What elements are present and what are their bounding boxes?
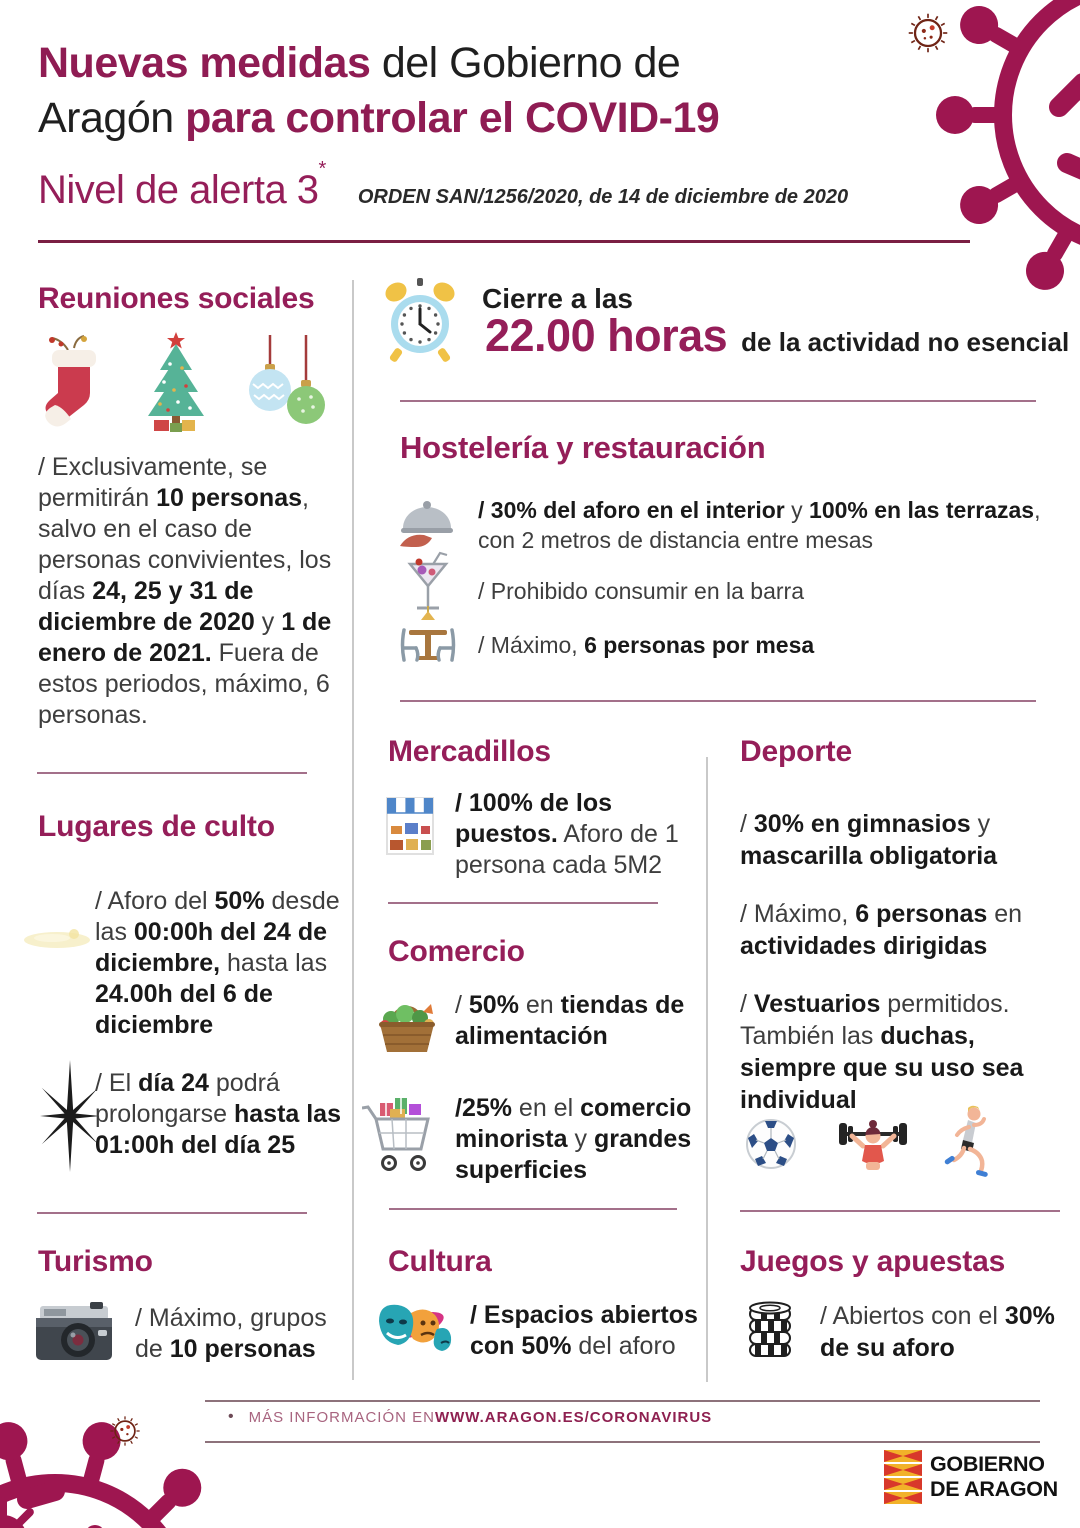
title-accent-2: para controlar el COVID-19 [185, 94, 720, 142]
footer-info [228, 1408, 712, 1426]
mercadillos-item-1: / 100% de los puestos. Aforo de 1 persona cada 5M2 [455, 789, 679, 879]
candle-icon [22, 918, 92, 958]
aragon-emblem-icon [884, 1450, 922, 1504]
market-stall-icon [383, 790, 437, 858]
hosteleria-item-3: / Máximo, 6 personas por mesa [478, 632, 815, 658]
virus-small-icon [106, 1412, 144, 1450]
soccer-ball-icon [745, 1118, 797, 1170]
weightlifter-icon [838, 1112, 908, 1180]
logo-line-2: DE ARAGON [930, 1477, 1058, 1501]
runner-icon [938, 1105, 994, 1183]
section-title-cultura: Cultura [388, 1245, 492, 1278]
closure-suffix: de la actividad no esencial [741, 327, 1070, 357]
alert-level: Nivel de alerta 3* [38, 157, 326, 212]
section-title-mercadillos: Mercadillos [388, 735, 551, 768]
closure-time: 22.00 horas [485, 310, 728, 361]
logo-line-1: GOBIERNO [930, 1452, 1045, 1476]
divider [388, 902, 658, 904]
order-reference: ORDEN SAN/1256/2020, de 14 de diciembre de 2020 [357, 186, 849, 208]
juegos-item-1: / Abiertos con el 30% de su aforo [820, 1302, 1055, 1362]
hosteleria-item-2: / Prohibido consumir en la barra [478, 578, 804, 604]
section-title-turismo: Turismo [38, 1245, 153, 1278]
culto-item-1: / Aforo del 50% desde las 00:00h del 24 de diciembre, hasta las 24.00h del 6 de diciembre [95, 887, 340, 1039]
logo-text [930, 1452, 1058, 1502]
section-title-reuniones: Reuniones sociales [38, 282, 315, 315]
gobierno-aragon-logo [884, 1450, 1058, 1504]
reuniones-paragraph: / Exclusivamente, se permitirán 10 personas, salvo en el caso de personas convivientes, los días 24, 25 y 31 de diciembre de 2020 y 1 de enero de 2021. Fuera de estos periodos, máximo, 6 personas. [38, 453, 332, 729]
footer-divider-bottom [205, 1441, 1040, 1443]
poker-chips-icon [745, 1298, 795, 1360]
hosteleria-item-1: / 30% del aforo en el interior y 100% en las terrazas, con 2 metros de distancia entre mesas [478, 497, 1041, 553]
divider [400, 700, 1036, 702]
deporte-item-1: / 30% en gimnasios y mascarilla obligatoria [740, 810, 998, 870]
section-title-culto: Lugares de culto [38, 810, 275, 843]
camera-icon [34, 1300, 114, 1362]
cultura-item-1: / Espacios abiertos con 50% del aforo [470, 1301, 698, 1360]
section-title-deporte: Deporte [740, 735, 852, 768]
footer-info-label: MÁS INFORMACIÓN EN [248, 1408, 435, 1426]
header-divider [38, 240, 970, 243]
deporte-item-3: / Vestuarios permitidos. También las duchas, siempre que su uso sea individual [740, 990, 1024, 1114]
title-black-2: Aragón [38, 94, 186, 142]
divider [389, 1208, 677, 1210]
virus-large-icon [935, 0, 1080, 315]
table-chairs-icon [396, 606, 460, 670]
column-divider-right [706, 757, 708, 1382]
comercio-item-2: /25% en el comercio minorista y grandes superficies [455, 1094, 692, 1184]
closure-prefix: Cierre a las [482, 283, 633, 314]
title-black-1: del Gobierno de [370, 39, 681, 87]
divider [740, 1210, 1060, 1212]
star-icon [38, 1060, 102, 1172]
culto-item-2: / El día 24 podrá prolongarse hasta las 01:00h del día 25 [95, 1069, 341, 1159]
alarm-clock-icon [380, 278, 460, 366]
basket-icon [375, 992, 439, 1056]
christmas-icons-row [38, 330, 330, 435]
section-title-hosteleria: Hostelería y restauración [400, 430, 766, 465]
deporte-item-2: / Máximo, 6 personas en actividades dirigidas [740, 900, 1023, 960]
christmas-tree-icon [134, 330, 219, 435]
divider [400, 400, 1036, 402]
section-title-juegos: Juegos y apuestas [740, 1245, 1006, 1278]
stocking-icon [38, 333, 108, 435]
baubles-icon [245, 335, 330, 435]
alert-row [38, 157, 849, 213]
footer-info-url[interactable]: WWW.ARAGON.ES/CORONAVIRUS [434, 1408, 713, 1426]
cart-icon [362, 1093, 438, 1175]
section-title-comercio: Comercio [388, 935, 525, 968]
turismo-item-1: / Máximo, grupos de 10 personas [135, 1304, 327, 1363]
cloche-icon [398, 492, 456, 548]
divider [37, 772, 307, 774]
footer-divider-top [205, 1400, 1040, 1402]
column-divider-left [352, 280, 354, 1380]
comercio-item-1: / 50% en tiendas de alimentación [455, 991, 685, 1050]
page-title [38, 36, 918, 146]
divider [37, 1212, 307, 1214]
title-accent-1: Nuevas medidas [38, 39, 371, 87]
virus-small-icon [903, 8, 953, 58]
alert-asterisk: * [318, 157, 326, 180]
footer-bullet: • [228, 1408, 235, 1425]
masks-icon [375, 1295, 455, 1359]
